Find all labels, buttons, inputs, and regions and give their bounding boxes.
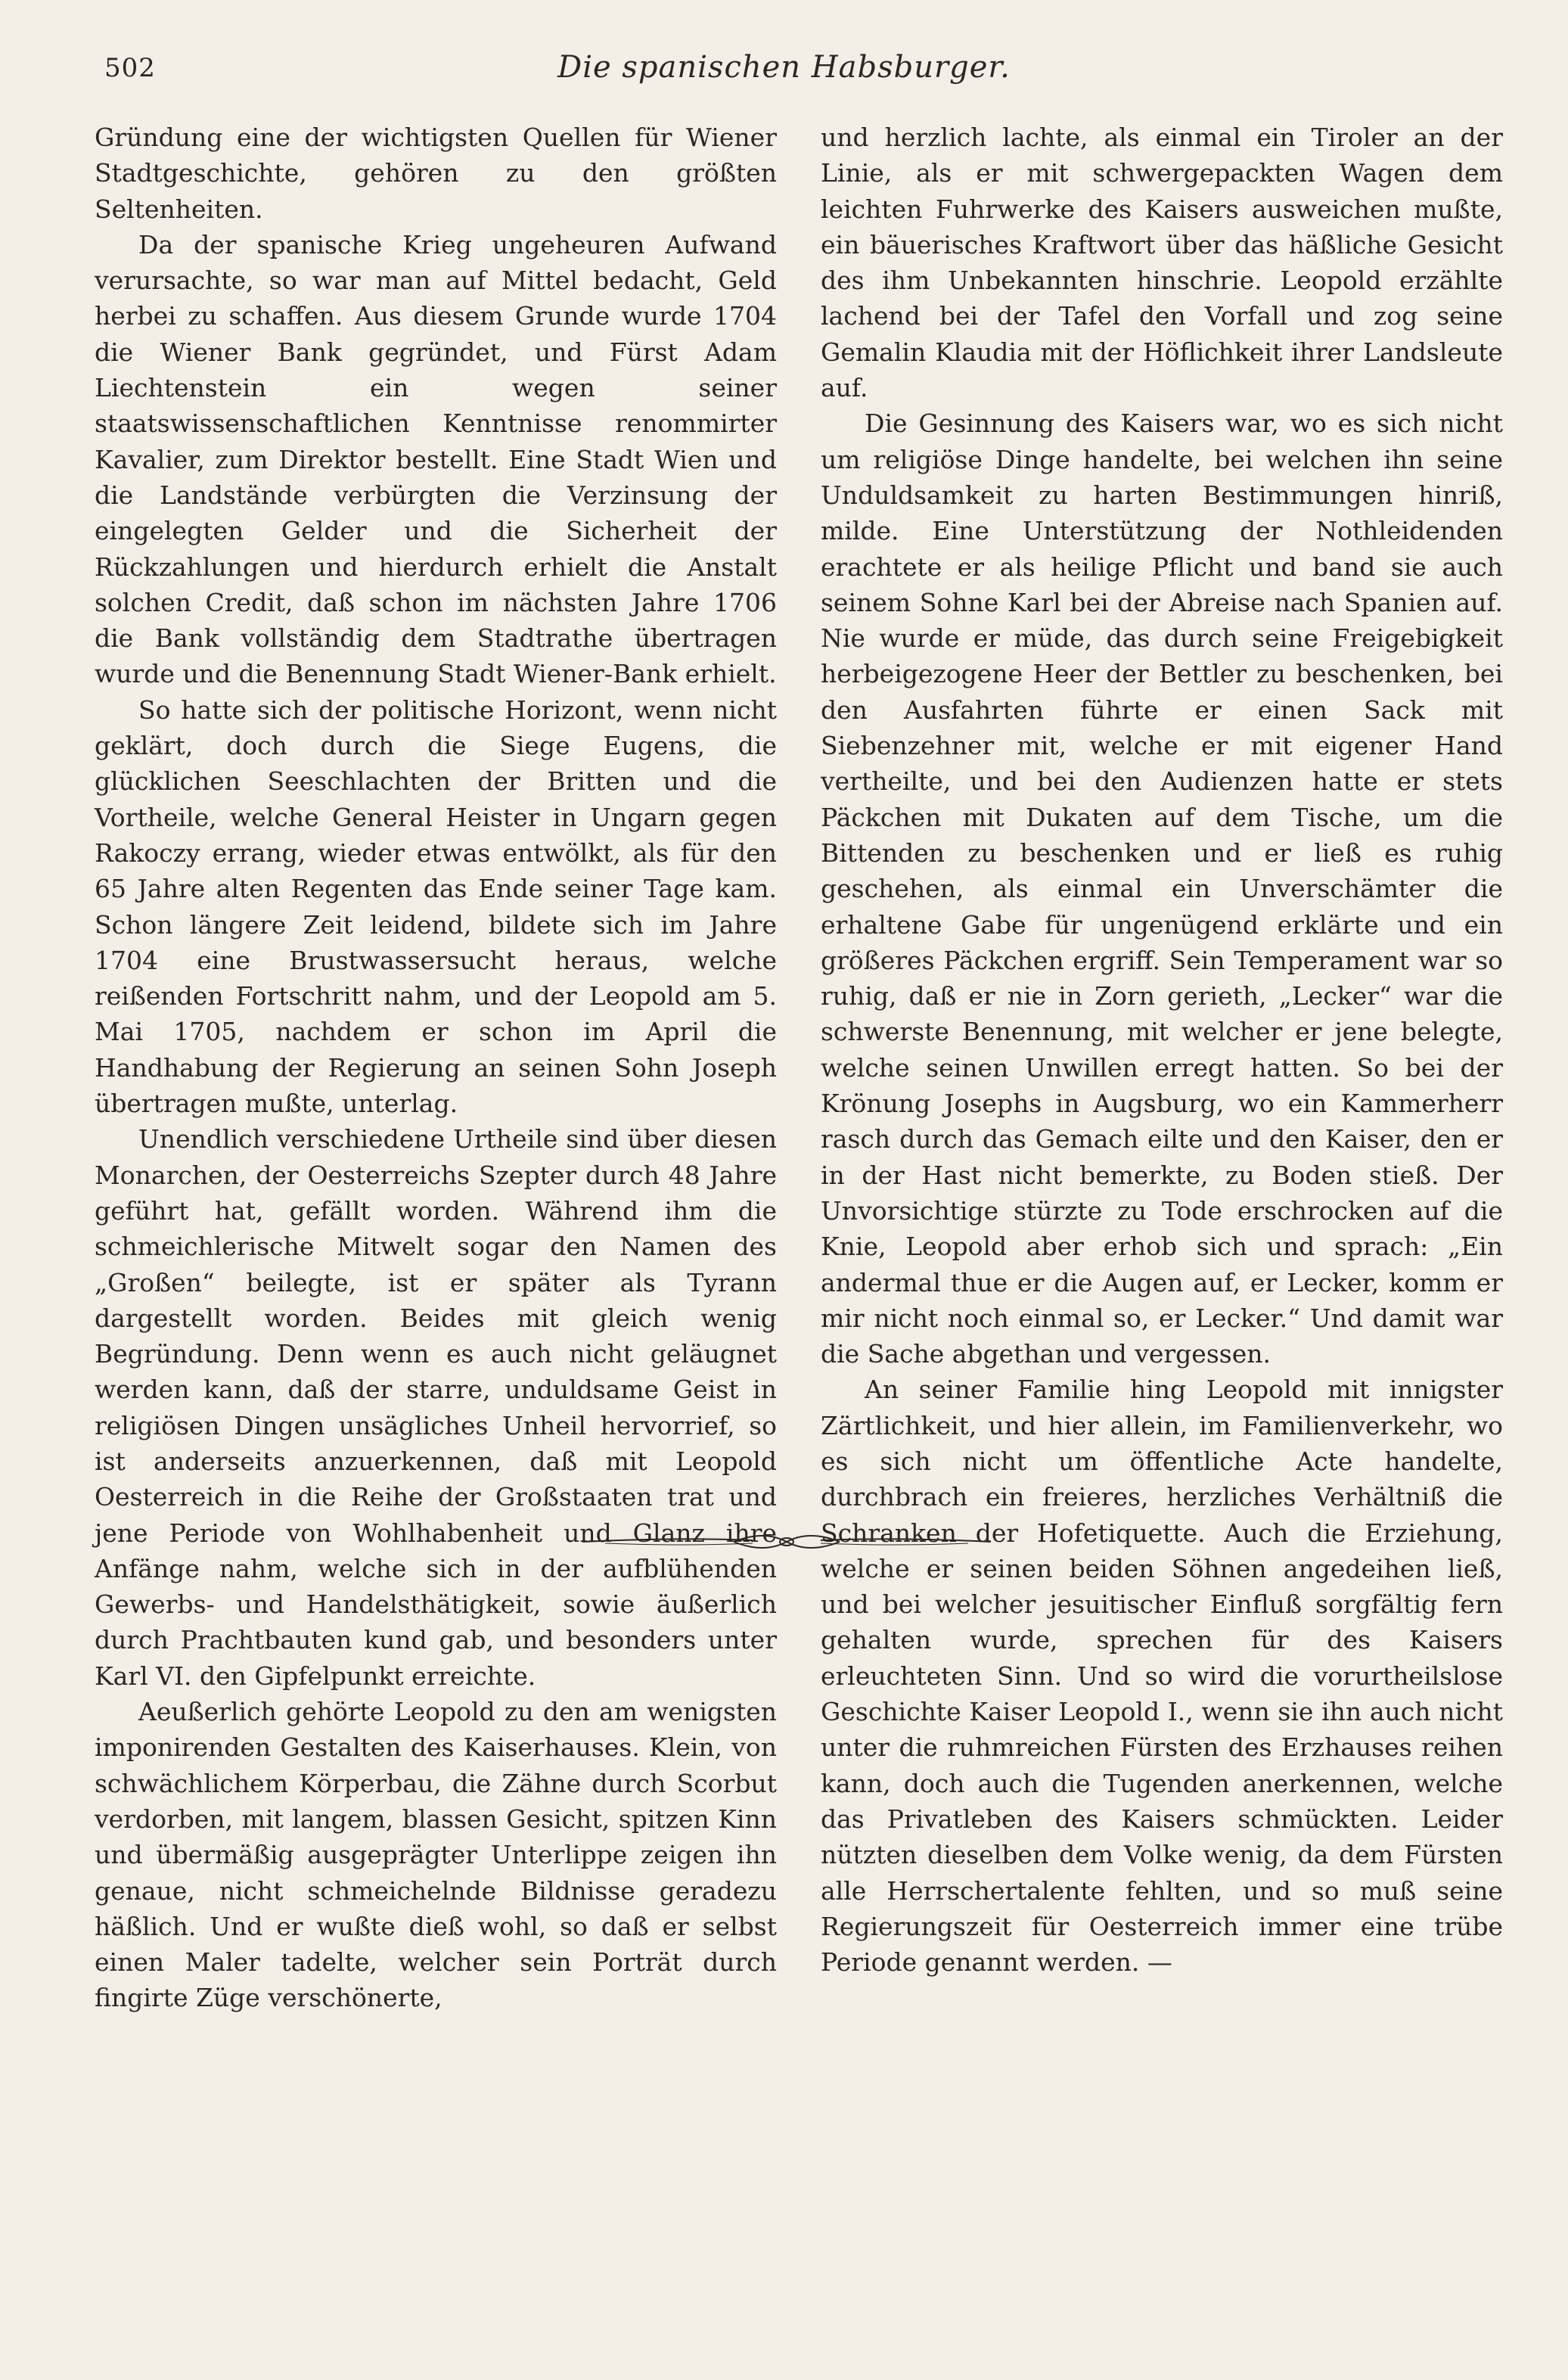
left-column [95,120,777,2016]
paragraph: und herzlich lachte, als einmal ein Tiroler an der Linie, als er mit schwergepackten Wagen dem leichten Fuhrwerke des Kaisers ausweichen mußte, ein bäuerisches Kraftwort über das häßliche Gesicht des ihm Unbekannten hinschrie. Leopold erzählte lachend bei der Tafel den Vorfall und zog seine Gemalin Klaudia mit der Höflichkeit ihrer Landsleute auf. [821,123,1503,403]
running-title: Die spanischen Habsburger. [557,50,1011,85]
paragraph: An seiner Familie hing Leopold mit innigster Zärtlichkeit, und hier allein, im Familienverkehr, wo es sich nicht um öffentliche Acte handelte, durchbrach ein freieres, herzliches Verhältniß die Schranken der Hofetiquette. Auch die Erziehung, welche er seinen beiden Söhnen angedeihen ließ, und bei welcher jesuitischer Einfluß sorgfältig fern gehalten wurde, sprechen für des Kaisers erleuchteten Sinn. Und so wird die vorurtheilslose Geschichte Kaiser Leopold I., wenn sie ihn auch nicht unter die ruhmreichen Fürsten des Erzhauses reihen kann, doch auch die Tugenden anerkennen, welche das Privatleben des Kaisers schmückten. Leider nützten dieselben dem Volke wenig, da dem Fürsten alle Herrschertalente fehlten, und so muß seine Regierungszeit für Oesterreich immer eine trübe Periode genannt werden. — [821,1375,1503,1978]
paragraph: Aeußerlich gehörte Leopold zu den am wenigsten imponirenden Gestalten des Kaiserhauses. Klein, von schwächlichem Körperbau, die Zähne durch Scorbut verdorben, mit langem, blassen Gesicht, spitzen Kinn und übermäßig ausgeprägter Unterlippe zeigen ihn genaue, nicht schmeichelnde Bildnisse geradezu häßlich. Und er wußte dieß wohl, so daß er selbst einen Maler tadelte, welcher sein Porträt durch fingirte Züge verschönerte, [95,1697,777,2013]
paragraph: Die Gesinnung des Kaisers war, wo es sich nicht um religiöse Dinge handelte, bei welchen ihn seine Unduldsamkeit zu harten Bestimmungen hinriß, milde. Eine Unterstützung der Nothleidenden erachtete er als heilige Pflicht und band sie auch seinem Sohne Karl bei der Abreise nach Spanien auf. Nie wurde er müde, das durch seine Freigebigkeit herbeigezogene Heer der Bettler zu beschenken, bei den Ausfahrten führte er einen Sack mit Siebenzehner mit, welche er mit eigener Hand vertheilte, und bei den Audienzen hatte er stets Päckchen mit Dukaten auf dem Tische, um die Bittenden zu beschenken und er ließ es ruhig geschehen, als einmal ein Unverschämter die erhaltene Gabe für ungenügend erklärte und ein größeres Päckchen ergriff. Sein Temperament war so ruhig, daß er nie in Zorn gerieth, „Lecker“ war die schwerste Benennung, mit welcher er jene belegte, welche seinen Unwillen erregt hatten. So bei der Krönung Josephs in Augsburg, wo ein Kammerherr rasch durch das Gemach eilte und den Kaiser, den er in der Hast nicht bemerkte, zu Boden stieß. Der Unvorsichtige stürzte zu Tode erschrocken auf die Knie, Leopold aber erhob sich und sprach: „Ein andermal thue er die Augen auf, er Lecker, komm er mir nicht noch einmal so, er Lecker.“ Und damit war die Sache abgethan und vergessen. [821,409,1503,1369]
paragraph: Da der spanische Krieg ungeheuren Aufwand verursachte, so war man auf Mittel bedacht, Geld herbei zu schaffen. Aus diesem Grunde wurde 1704 die Wiener Bank gegründet, und Fürst Adam Liechtenstein ein wegen seiner staatswissenschaftlichen Kenntnisse renommirter Kavalier, zum Direktor bestellt. Eine Stadt Wien und die Landstände verbürgten die Verzinsung der eingelegten Gelder und die Sicherheit der Rückzahlungen und hierdurch erhielt die Anstalt solchen Credit, daß schon im nächsten Jahre 1706 die Bank vollständig dem Stadtrathe übertragen wurde und die Benennung Stadt Wiener-Bank erhielt. [95,229,777,689]
paragraph: Unendlich verschiedene Urtheile sind über diesen Monarchen, der Oesterreichs Szepter durch 48 Jahre geführt hat, gefällt worden. Während ihm die schmeichlerische Mitwelt sogar den Namen des „Großen“ beilegte, ist er später als Tyrann dargestellt worden. Beides mit gleich wenig Begründung. Denn wenn es auch nicht geläugnet werden kann, daß der starre, unduldsame Geist in religiösen Dingen unsägliches Unheil hervorrief, so ist anderseits anzuerkennen, daß mit Leopold Oesterreich in die Reihe der Großstaaten trat und jene Periode von Wohlhabenheit und Glanz ihre Anfänge nahm, welche sich in der aufblühenden Gewerbs- und Handelsthätigkeit, sowie äußerlich durch Prachtbauten kund gab, und besonders unter Karl VI. den Gipfelpunkt erreichte. [95,1124,777,1691]
page-number: 502 [104,53,156,83]
paragraph: So hatte sich der politische Horizont, wenn nicht geklärt, doch durch die Siege Eugens, die glücklichen Seeschlachten der Britten und die Vortheile, welche General Heister in Ungarn gegen Rakoczy errang, wieder etwas entwölkt, als für den 65 Jahre alten Regenten das Ende seiner Tage kam. Schon längere Zeit leidend, bildete sich im Jahre 1704 eine Brustwassersucht heraus, welche reißenden Fortschritt nahm, und der Leopold am 5. Mai 1705, nachdem er schon im April die Handhabung der Regierung an seinen Sohn Joseph übertragen mußte, unterlag. [95,694,777,1119]
paragraph: Gründung eine der wichtigsten Quellen für Wiener Stadtgeschichte, gehören zu den größten Seltenheiten. [95,123,777,224]
ornament-divider-icon [582,1527,991,1557]
right-column [821,120,1503,1980]
